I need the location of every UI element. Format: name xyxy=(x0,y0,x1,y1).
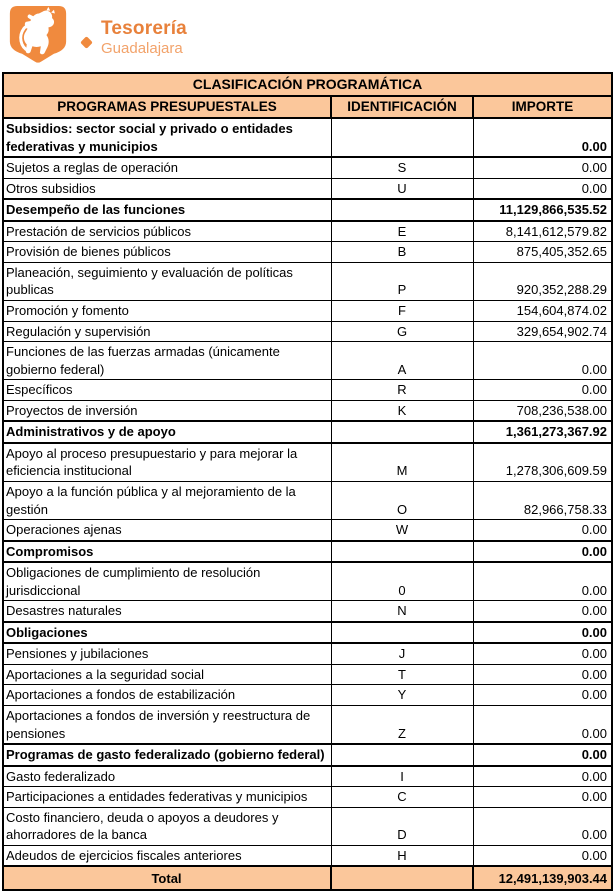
table-row xyxy=(3,787,612,808)
table-row xyxy=(3,262,612,300)
cell-label: Desempeño de las funciones xyxy=(3,199,331,221)
table-title: CLASIFICACIÓN PROGRAMÁTICA xyxy=(3,73,612,96)
cell-label: Gasto federalizado xyxy=(3,766,331,787)
cell-amount: 0.00 xyxy=(473,178,612,199)
cell-id: Z xyxy=(331,705,473,744)
cell-amount: 0.00 xyxy=(473,807,612,845)
cell-id: C xyxy=(331,787,473,808)
table-row xyxy=(3,242,612,263)
cell-amount: 920,352,288.29 xyxy=(473,262,612,300)
cell-amount: 82,966,758.33 xyxy=(473,481,612,519)
cell-id: S xyxy=(331,157,473,178)
cell-amount: 0.00 xyxy=(473,541,612,563)
cell-label: Apoyo al proceso presupuestario y para mejorar la eficiencia institucional xyxy=(3,443,331,482)
cell-id xyxy=(331,118,473,157)
cell-label: Sujetos a reglas de operación xyxy=(3,157,331,178)
total-id-cell xyxy=(331,866,473,890)
cell-amount: 0.00 xyxy=(473,787,612,808)
cell-label: Adeudos de ejercicios fiscales anteriores xyxy=(3,845,331,866)
cell-id xyxy=(331,744,473,766)
col-header-identificacion: IDENTIFICACIÓN xyxy=(331,96,473,118)
cell-label: Funciones de las fuerzas armadas (únicamente gobierno federal) xyxy=(3,342,331,380)
table-row xyxy=(3,685,612,706)
table-row xyxy=(3,744,612,766)
cell-label: Participaciones a entidades federativas y municipios xyxy=(3,787,331,808)
cell-label: Desastres naturales xyxy=(3,601,331,622)
table-row xyxy=(3,643,612,664)
cell-id: T xyxy=(331,664,473,685)
cell-label: Prestación de servicios públicos xyxy=(3,221,331,242)
table-row xyxy=(3,157,612,178)
cell-label: Obligaciones de cumplimiento de resolución jurisdiccional xyxy=(3,562,331,601)
cell-label: Específicos xyxy=(3,380,331,401)
cell-id: U xyxy=(331,178,473,199)
cell-id xyxy=(331,199,473,221)
cell-label: Costo financiero, deuda o apoyos a deudores y ahorradores de la banca xyxy=(3,807,331,845)
cell-label: Regulación y supervisión xyxy=(3,321,331,342)
cell-amount: 0.00 xyxy=(473,845,612,866)
table-row xyxy=(3,380,612,401)
cell-id: P xyxy=(331,262,473,300)
cell-amount: 708,236,538.00 xyxy=(473,400,612,421)
lion-crest-icon xyxy=(8,5,68,65)
cell-id xyxy=(331,541,473,563)
cell-id: J xyxy=(331,643,473,664)
cell-amount: 0.00 xyxy=(473,157,612,178)
cell-label: Administrativos y de apoyo xyxy=(3,421,331,443)
cell-id: A xyxy=(331,342,473,380)
cell-id xyxy=(331,622,473,644)
table-row xyxy=(3,321,612,342)
table-body xyxy=(3,118,612,866)
cell-label: Subsidios: sector social y privado o entidades federativas y municipios xyxy=(3,118,331,157)
table-row xyxy=(3,481,612,519)
cell-label: Planeación, seguimiento y evaluación de políticas publicas xyxy=(3,262,331,300)
table-row xyxy=(3,199,612,221)
table-row xyxy=(3,221,612,242)
brand-city: Guadalajara xyxy=(101,40,183,58)
cell-amount: 1,361,273,367.92 xyxy=(473,421,612,443)
table-row xyxy=(3,562,612,601)
cell-label: Provisión de bienes públicos xyxy=(3,242,331,263)
brand-name: Tesorería xyxy=(101,18,187,40)
diamond-bullet-icon xyxy=(80,36,93,49)
cell-amount: 0.00 xyxy=(473,643,612,664)
column-header-row xyxy=(3,96,612,118)
table-row xyxy=(3,421,612,443)
cell-id: B xyxy=(331,242,473,263)
table-row xyxy=(3,118,612,157)
cell-id: M xyxy=(331,443,473,482)
table-row xyxy=(3,766,612,787)
table-row xyxy=(3,301,612,322)
cell-id: I xyxy=(331,766,473,787)
cell-amount: 0.00 xyxy=(473,562,612,601)
cell-amount: 0.00 xyxy=(473,766,612,787)
cell-id: 0 xyxy=(331,562,473,601)
cell-amount: 0.00 xyxy=(473,380,612,401)
cell-label: Aportaciones a la seguridad social xyxy=(3,664,331,685)
cell-label: Promoción y fomento xyxy=(3,301,331,322)
cell-id: W xyxy=(331,520,473,541)
cell-id: K xyxy=(331,400,473,421)
cell-id: Y xyxy=(331,685,473,706)
table-title-row xyxy=(3,73,612,96)
cell-amount: 0.00 xyxy=(473,685,612,706)
table-row xyxy=(3,807,612,845)
cell-label: Programas de gasto federalizado (gobierno federal) xyxy=(3,744,331,766)
cell-id: O xyxy=(331,481,473,519)
cell-id xyxy=(331,421,473,443)
table-row xyxy=(3,342,612,380)
cell-label: Compromisos xyxy=(3,541,331,563)
cell-id: R xyxy=(331,380,473,401)
table-row xyxy=(3,400,612,421)
cell-label: Operaciones ajenas xyxy=(3,520,331,541)
cell-id: G xyxy=(331,321,473,342)
total-row xyxy=(3,866,612,890)
cell-amount: 0.00 xyxy=(473,601,612,622)
table-row xyxy=(3,705,612,744)
cell-id: N xyxy=(331,601,473,622)
table-row xyxy=(3,601,612,622)
cell-amount: 329,654,902.74 xyxy=(473,321,612,342)
col-header-importe: IMPORTE xyxy=(473,96,612,118)
total-label: Total xyxy=(3,866,331,890)
table-row xyxy=(3,541,612,563)
cell-amount: 0.00 xyxy=(473,664,612,685)
cell-id: E xyxy=(331,221,473,242)
cell-amount: 0.00 xyxy=(473,520,612,541)
cell-amount: 0.00 xyxy=(473,622,612,644)
table-row xyxy=(3,520,612,541)
col-header-programas: PROGRAMAS PRESUPUESTALES xyxy=(3,96,331,118)
cell-label: Otros subsidios xyxy=(3,178,331,199)
cell-label: Apoyo a la función pública y al mejoramiento de la gestión xyxy=(3,481,331,519)
table-row xyxy=(3,443,612,482)
cell-id: F xyxy=(331,301,473,322)
cell-label: Proyectos de inversión xyxy=(3,400,331,421)
cell-id: H xyxy=(331,845,473,866)
cell-label: Obligaciones xyxy=(3,622,331,644)
cell-amount: 875,405,352.65 xyxy=(473,242,612,263)
programmatic-classification-table xyxy=(2,72,613,891)
table-row xyxy=(3,622,612,644)
brand-text xyxy=(101,19,187,57)
cell-amount: 0.00 xyxy=(473,342,612,380)
brand-header xyxy=(8,4,613,66)
cell-amount: 154,604,874.02 xyxy=(473,301,612,322)
cell-amount: 1,278,306,609.59 xyxy=(473,443,612,482)
cell-id: D xyxy=(331,807,473,845)
cell-label: Aportaciones a fondos de inversión y reestructura de pensiones xyxy=(3,705,331,744)
cell-amount: 0.00 xyxy=(473,705,612,744)
cell-amount: 8,141,612,579.82 xyxy=(473,221,612,242)
cell-amount: 0.00 xyxy=(473,118,612,157)
table-row xyxy=(3,664,612,685)
table-row xyxy=(3,178,612,199)
cell-label: Aportaciones a fondos de estabilización xyxy=(3,685,331,706)
cell-label: Pensiones y jubilaciones xyxy=(3,643,331,664)
cell-amount: 11,129,866,535.52 xyxy=(473,199,612,221)
cell-amount: 0.00 xyxy=(473,744,612,766)
total-amount: 12,491,139,903.44 xyxy=(473,866,612,890)
table-row xyxy=(3,845,612,866)
